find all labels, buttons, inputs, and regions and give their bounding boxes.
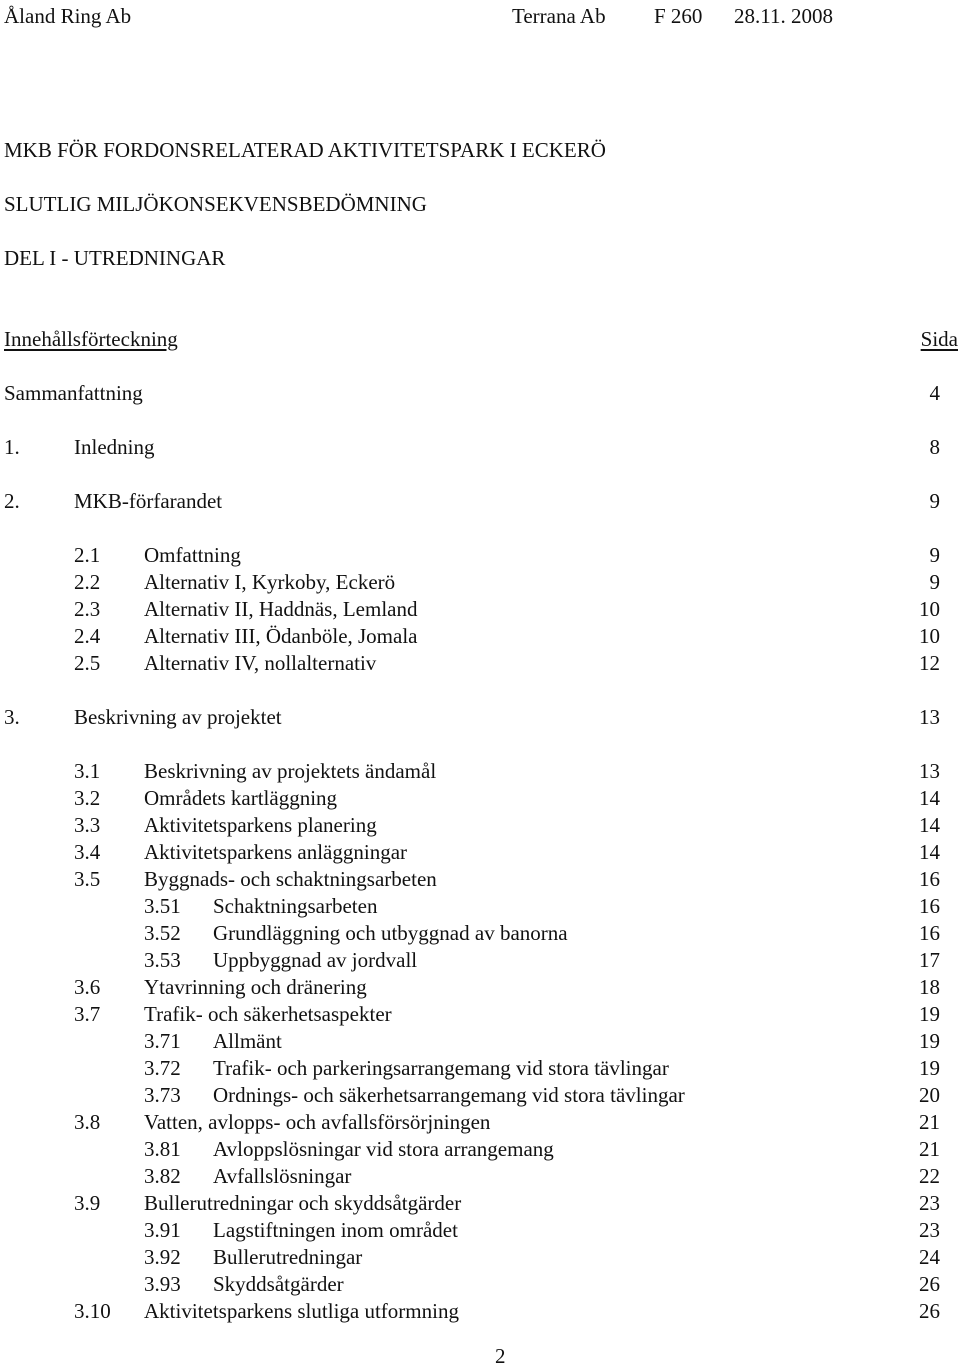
- toc-entry-number: 2.3: [74, 597, 101, 621]
- document-title: MKB FÖR FORDONSRELATERAD AKTIVITETSPARK I ECKERÖ: [4, 138, 606, 162]
- toc-entry-number: 3.73: [144, 1083, 181, 1107]
- toc-entry-number: 2.4: [74, 624, 101, 648]
- toc-entry-number: 3.82: [144, 1164, 181, 1188]
- toc-entry-page: 20: [919, 1083, 940, 1107]
- toc-entry-number: 3.1: [74, 759, 101, 783]
- toc-entry-page: 9: [929, 543, 940, 567]
- toc-entry-title: Ordnings- och säkerhetsarrangemang vid stora tävlingar: [213, 1083, 685, 1107]
- toc-entry-number: 2.: [4, 489, 20, 513]
- toc-entry-title: Schaktningsarbeten: [213, 894, 378, 918]
- toc-entry-page: 14: [919, 813, 940, 837]
- toc-entry-page: 21: [919, 1110, 940, 1134]
- toc-entry-page: 4: [929, 381, 940, 405]
- toc-entry-page: 21: [919, 1137, 940, 1161]
- toc-entry-title: Avloppslösningar vid stora arrangemang: [213, 1137, 554, 1161]
- header-doc-ref: F 260: [654, 4, 703, 28]
- toc-entry-number: 3.10: [74, 1299, 111, 1323]
- toc-entry-number: 3.7: [74, 1002, 101, 1026]
- toc-entry-title: Lagstiftningen inom området: [213, 1218, 458, 1242]
- toc-entry-number: 3.71: [144, 1029, 181, 1053]
- toc-entry-title: Beskrivning av projektets ändamål: [144, 759, 437, 783]
- page-number: 2: [495, 1344, 506, 1368]
- toc-page-heading: Sida: [920, 327, 958, 351]
- toc-entry-page: 9: [929, 570, 940, 594]
- toc-entry-page: 14: [919, 786, 940, 810]
- toc-entry-title: MKB-förfarandet: [74, 489, 223, 513]
- header-date: 28.11. 2008: [734, 4, 833, 28]
- toc-entry-title: Aktivitetsparkens slutliga utformning: [144, 1299, 459, 1323]
- toc-heading: Innehållsförteckning: [4, 327, 178, 351]
- toc-entry-page: 9: [929, 489, 940, 513]
- toc-entry-title: Skyddsåtgärder: [213, 1272, 344, 1296]
- toc-entry-title: Alternativ I, Kyrkoby, Eckerö: [144, 570, 396, 594]
- toc-entry-page: 16: [919, 921, 940, 945]
- toc-entry-title: Beskrivning av projektet: [74, 705, 282, 729]
- toc-entry-page: 26: [919, 1299, 940, 1323]
- toc-entry-title: Alternativ III, Ödanböle, Jomala: [144, 624, 418, 648]
- toc-entry-title: Avfallslösningar: [213, 1164, 352, 1188]
- toc-entry-number: 3.53: [144, 948, 181, 972]
- toc-entry-title: Aktivitetsparkens planering: [144, 813, 377, 837]
- toc-entry-page: 26: [919, 1272, 940, 1296]
- toc-entry-number: 3.51: [144, 894, 181, 918]
- toc-entry-title: Bullerutredningar och skyddsåtgärder: [144, 1191, 462, 1215]
- toc-entry-number: 3.8: [74, 1110, 101, 1134]
- toc-entry-number: 3.: [4, 705, 20, 729]
- toc-entry-title: Omfattning: [144, 543, 241, 567]
- toc-entry-page: 17: [919, 948, 940, 972]
- toc-entry-page: 10: [919, 597, 940, 621]
- toc-entry-page: 23: [919, 1218, 940, 1242]
- toc-entry-title: Uppbyggnad av jordvall: [213, 948, 418, 972]
- toc-entry-title: Ytavrinning och dränering: [144, 975, 367, 999]
- toc-entry-number: 3.81: [144, 1137, 181, 1161]
- toc-entry-number: 3.91: [144, 1218, 181, 1242]
- toc-entry-number: 3.92: [144, 1245, 181, 1269]
- toc-entry-page: 16: [919, 867, 940, 891]
- toc-entry-number: 3.3: [74, 813, 101, 837]
- toc-entry-number: 3.6: [74, 975, 101, 999]
- toc-entry-title: Trafik- och parkeringsarrangemang vid stora tävlingar: [213, 1056, 669, 1080]
- toc-entry-page: 19: [919, 1029, 940, 1053]
- toc-entry-number: 3.2: [74, 786, 101, 810]
- toc-entry-number: 3.72: [144, 1056, 181, 1080]
- toc-entry-page: 18: [919, 975, 940, 999]
- toc-entry-page: 19: [919, 1056, 940, 1080]
- toc-entry-number: 3.5: [74, 867, 101, 891]
- toc-entry-page: 8: [929, 435, 940, 459]
- toc-entry-title: Aktivitetsparkens anläggningar: [144, 840, 408, 864]
- toc-entry-page: 23: [919, 1191, 940, 1215]
- toc-entry-title: Bullerutredningar: [213, 1245, 363, 1269]
- toc-entry-number: 3.4: [74, 840, 101, 864]
- toc-entry-page: 16: [919, 894, 940, 918]
- toc-entry-page: 12: [919, 651, 940, 675]
- document-subtitle: SLUTLIG MILJÖKONSEKVENSBEDÖMNING: [4, 192, 427, 216]
- toc-entry-title: Alternativ II, Haddnäs, Lemland: [144, 597, 418, 621]
- document-part: DEL I - UTREDNINGAR: [4, 246, 226, 270]
- toc-entry-page: 14: [919, 840, 940, 864]
- toc-entry-title: Trafik- och säkerhetsaspekter: [144, 1002, 392, 1026]
- toc-entry-page: 19: [919, 1002, 940, 1026]
- toc-entry-number: 3.9: [74, 1191, 101, 1215]
- toc-entry-page: 10: [919, 624, 940, 648]
- toc-entry-title: Allmänt: [213, 1029, 282, 1053]
- toc-entry-title: Områdets kartläggning: [144, 786, 338, 810]
- toc-entry-title: Byggnads- och schaktningsarbeten: [144, 867, 437, 891]
- toc-entry-page: 13: [919, 705, 940, 729]
- toc-entry-number: 2.1: [74, 543, 101, 567]
- toc-entry-page: 22: [919, 1164, 940, 1188]
- header-company: Åland Ring Ab: [4, 4, 132, 28]
- toc-entry-title: Grundläggning och utbyggnad av banorna: [213, 921, 568, 945]
- header-consultant: Terrana Ab: [512, 4, 606, 28]
- toc-entry-page: 24: [919, 1245, 940, 1269]
- toc-entry-number: 2.2: [74, 570, 101, 594]
- toc-entry-number: 3.52: [144, 921, 181, 945]
- toc-entry-title: Vatten, avlopps- och avfallsförsörjningen: [144, 1110, 491, 1134]
- toc-entry-title: Alternativ IV, nollalternativ: [144, 651, 377, 675]
- toc-entry-title: Inledning: [74, 435, 155, 459]
- toc-entry-number: 3.93: [144, 1272, 181, 1296]
- toc-entry-page: 13: [919, 759, 940, 783]
- toc-entry-title: Sammanfattning: [4, 381, 143, 405]
- toc-entry-number: 2.5: [74, 651, 101, 675]
- toc-entry-number: 1.: [4, 435, 20, 459]
